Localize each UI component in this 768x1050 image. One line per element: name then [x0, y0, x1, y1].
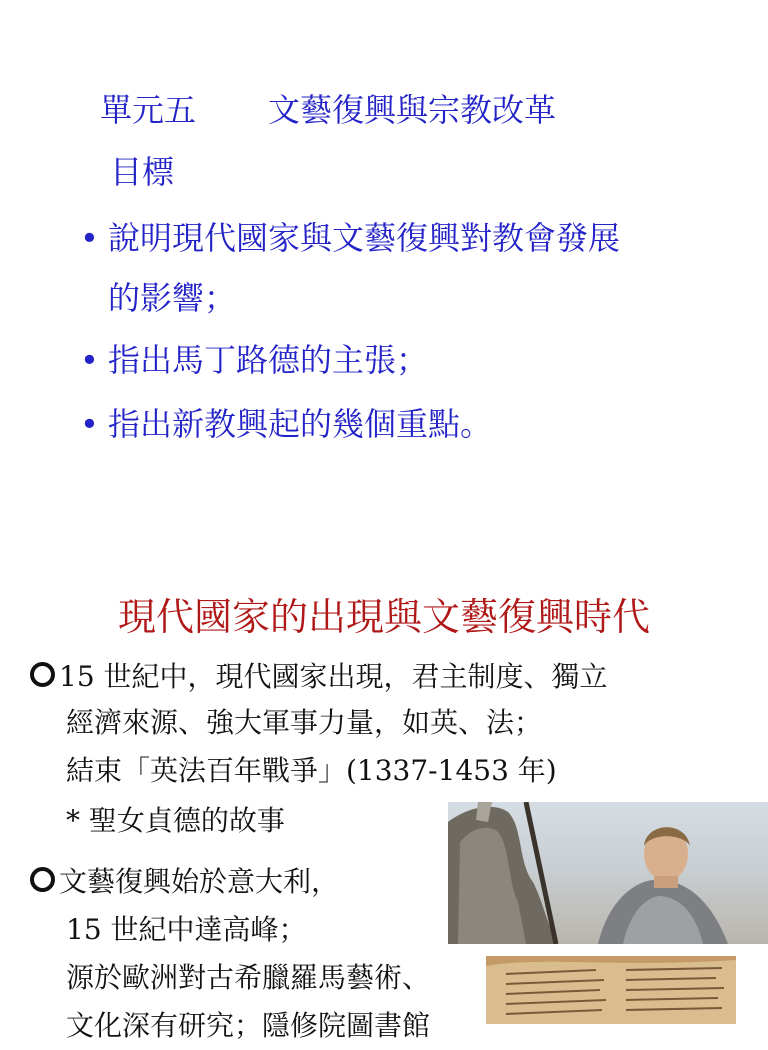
joan-of-arc-photo — [448, 802, 768, 944]
ring-bullet-icon — [30, 662, 55, 687]
list-item-continuation: 源於歐洲對古希臘羅馬藝術、 — [66, 961, 431, 994]
goal-item — [80, 396, 492, 452]
bullet-icon: • — [80, 405, 99, 443]
list-item-text: 文藝復興始於意大利， — [59, 865, 340, 898]
list-item-continuation: 文化深有研究；隱修院圖書館 — [66, 1009, 431, 1042]
list-item — [30, 858, 339, 906]
list-item-continuation: 15 世紀中達高峰； — [66, 913, 307, 946]
unit-number: 單元五 — [100, 91, 197, 129]
slide-modern-state-renaissance — [0, 560, 768, 1042]
goal-text: 指出新教興起的幾個重點。 — [108, 405, 493, 443]
goal-text: 說明現代國家與文藝復興對教會發展 — [108, 219, 621, 257]
list-item — [30, 653, 608, 701]
list-item-continuation: 結束「英法百年戰爭」(1337-1453 年) — [66, 754, 557, 787]
goal-item — [80, 332, 428, 388]
ring-bullet-icon — [30, 867, 55, 892]
list-item-text: 15 世紀中，現代國家出現，君主制度、獨立 — [59, 660, 608, 693]
goal-continuation: 的影響； — [108, 279, 237, 317]
slide-title: 現代國家的出現與文藝復興時代 — [117, 595, 650, 639]
slide-unit-goals — [0, 0, 768, 520]
list-item-continuation: 經濟來源、強大軍事力量，如英、法； — [66, 706, 543, 739]
manuscript-photo — [486, 956, 736, 1024]
list-item-note: * 聖女貞德的故事 — [66, 804, 285, 837]
unit-topic: 文藝復興與宗教改革 — [268, 91, 557, 129]
unit-title — [100, 88, 556, 132]
bullet-icon: • — [80, 219, 99, 257]
bullet-icon: • — [80, 341, 99, 379]
goals-heading: 目標 — [110, 153, 175, 191]
goal-text: 指出馬丁路德的主張； — [108, 341, 429, 379]
goal-item — [80, 210, 620, 266]
